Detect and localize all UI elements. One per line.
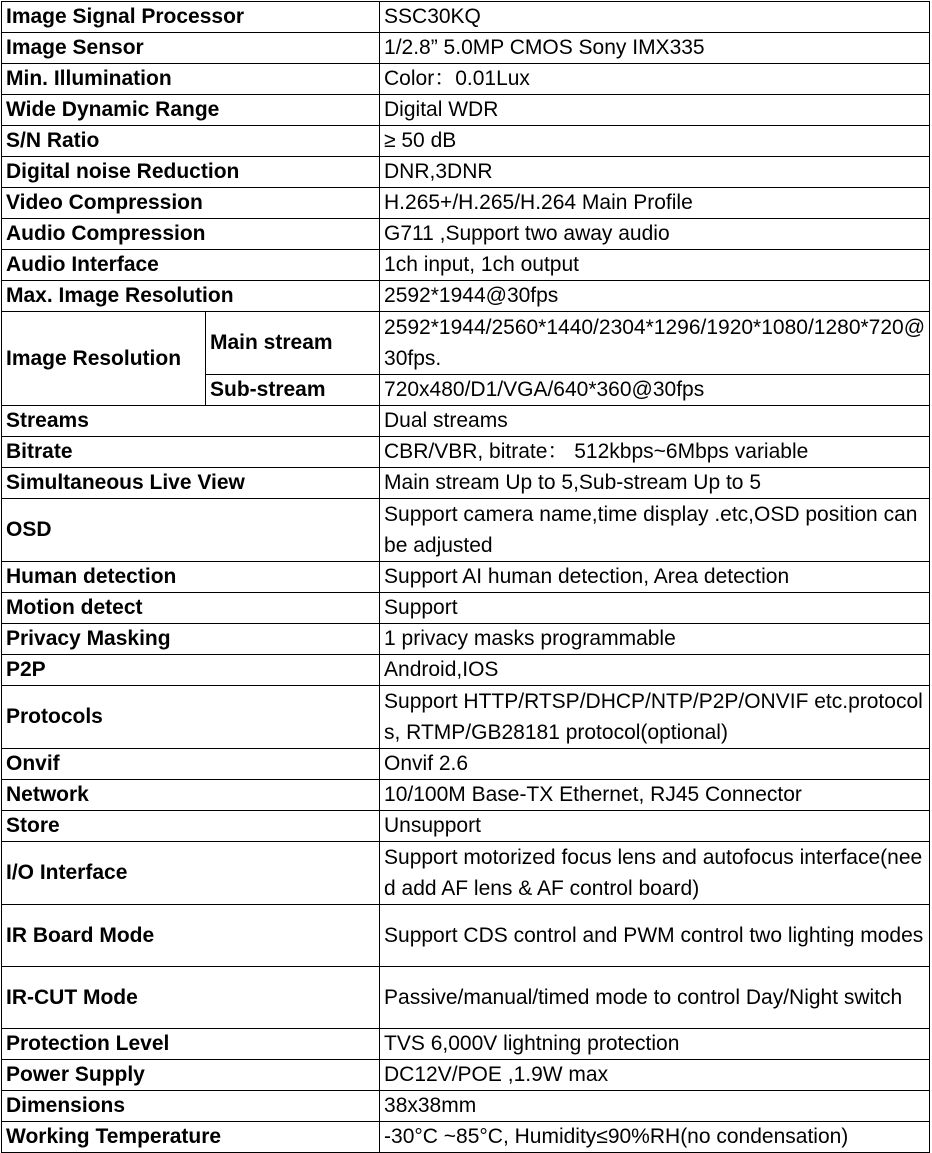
spec-label: Privacy Masking: [2, 624, 380, 655]
spec-label: Audio Interface: [2, 250, 380, 281]
spec-label: Image Sensor: [2, 33, 380, 64]
spec-label: Working Temperature: [2, 1122, 380, 1153]
spec-value: Main stream Up to 5,Sub-stream Up to 5: [380, 468, 930, 499]
spec-label: Onvif: [2, 749, 380, 780]
table-row: [2, 1060, 930, 1091]
table-row: [2, 281, 930, 312]
spec-value: DC12V/POE ,1.9W max: [380, 1060, 930, 1091]
spec-value: Dual streams: [380, 406, 930, 437]
spec-value: Digital WDR: [380, 95, 930, 126]
main-stream-value: 2592*1944/2560*1440/2304*1296/1920*1080/1280*720@30fps.: [380, 312, 930, 375]
spec-label: Network: [2, 780, 380, 811]
image-resolution-label: Image Resolution: [2, 312, 206, 406]
table-row: [2, 624, 930, 655]
sub-stream-value: 720x480/D1/VGA/640*360@30fps: [380, 375, 930, 406]
spec-value: Passive/manual/timed mode to control Day/Night switch: [380, 967, 930, 1029]
table-row: [2, 219, 930, 250]
spec-value: Support motorized focus lens and autofocus interface(need add AF lens & AF control board): [380, 842, 930, 905]
table-row: [2, 33, 930, 64]
table-row: [2, 811, 930, 842]
table-row: [2, 95, 930, 126]
table-row: [2, 1091, 930, 1122]
spec-label: Video Compression: [2, 188, 380, 219]
table-row: [2, 749, 930, 780]
spec-value: Android,IOS: [380, 655, 930, 686]
spec-value: DNR,3DNR: [380, 157, 930, 188]
table-row: [2, 780, 930, 811]
table-row: [2, 468, 930, 499]
table-row: [2, 1029, 930, 1060]
spec-label: Wide Dynamic Range: [2, 95, 380, 126]
table-row: [2, 312, 930, 375]
spec-label: IR Board Mode: [2, 905, 380, 967]
spec-value: Unsupport: [380, 811, 930, 842]
spec-value: H.265+/H.265/H.264 Main Profile: [380, 188, 930, 219]
spec-value: 10/100M Base-TX Ethernet, RJ45 Connector: [380, 780, 930, 811]
table-row: [2, 64, 930, 95]
spec-value: 1 privacy masks programmable: [380, 624, 930, 655]
spec-label: I/O Interface: [2, 842, 380, 905]
spec-value: Support camera name,time display .etc,OSD position can be adjusted: [380, 499, 930, 562]
table-row: [2, 562, 930, 593]
table-row: [2, 905, 930, 967]
spec-label: Max. Image Resolution: [2, 281, 380, 312]
spec-label: Simultaneous Live View: [2, 468, 380, 499]
table-row: [2, 593, 930, 624]
table-row: [2, 1122, 930, 1153]
spec-label: S/N Ratio: [2, 126, 380, 157]
table-row: [2, 406, 930, 437]
spec-label: Bitrate: [2, 437, 380, 468]
table-row: [2, 2, 930, 33]
spec-value: ≥ 50 dB: [380, 126, 930, 157]
spec-value: -30°C ~85°C, Humidity≤90%RH(no condensation): [380, 1122, 930, 1153]
spec-value: Onvif 2.6: [380, 749, 930, 780]
spec-label: IR-CUT Mode: [2, 967, 380, 1029]
spec-label: Min. Illumination: [2, 64, 380, 95]
spec-table: [1, 1, 930, 1153]
spec-label: Motion detect: [2, 593, 380, 624]
table-row: [2, 437, 930, 468]
spec-label: Store: [2, 811, 380, 842]
spec-value: Support HTTP/RTSP/DHCP/NTP/P2P/ONVIF etc.protocols, RTMP/GB28181 protocol(optional): [380, 686, 930, 749]
spec-label: Protection Level: [2, 1029, 380, 1060]
table-row: [2, 499, 930, 562]
spec-value: G711 ,Support two away audio: [380, 219, 930, 250]
spec-value: Support CDS control and PWM control two lighting modes: [380, 905, 930, 967]
spec-label: Power Supply: [2, 1060, 380, 1091]
main-stream-label: Main stream: [206, 312, 380, 375]
spec-label: Digital noise Reduction: [2, 157, 380, 188]
spec-label: Audio Compression: [2, 219, 380, 250]
table-row: [2, 188, 930, 219]
spec-label: Dimensions: [2, 1091, 380, 1122]
spec-label: Streams: [2, 406, 380, 437]
table-row: [2, 126, 930, 157]
spec-value: 38x38mm: [380, 1091, 930, 1122]
table-row: [2, 655, 930, 686]
spec-label: P2P: [2, 655, 380, 686]
table-row: [2, 157, 930, 188]
spec-value: 1ch input, 1ch output: [380, 250, 930, 281]
spec-value: Color：0.01Lux: [380, 64, 930, 95]
spec-value: Support AI human detection, Area detection: [380, 562, 930, 593]
spec-value: 2592*1944@30fps: [380, 281, 930, 312]
table-row: [2, 967, 930, 1029]
sub-stream-label: Sub-stream: [206, 375, 380, 406]
table-row: [2, 250, 930, 281]
spec-value: CBR/VBR, bitrate： 512kbps~6Mbps variable: [380, 437, 930, 468]
spec-value: 1/2.8” 5.0MP CMOS Sony IMX335: [380, 33, 930, 64]
spec-label: OSD: [2, 499, 380, 562]
spec-label: Image Signal Processor: [2, 2, 380, 33]
spec-value: SSC30KQ: [380, 2, 930, 33]
spec-label: Human detection: [2, 562, 380, 593]
table-row: [2, 842, 930, 905]
spec-value: TVS 6,000V lightning protection: [380, 1029, 930, 1060]
spec-label: Protocols: [2, 686, 380, 749]
table-row: [2, 686, 930, 749]
spec-value: Support: [380, 593, 930, 624]
